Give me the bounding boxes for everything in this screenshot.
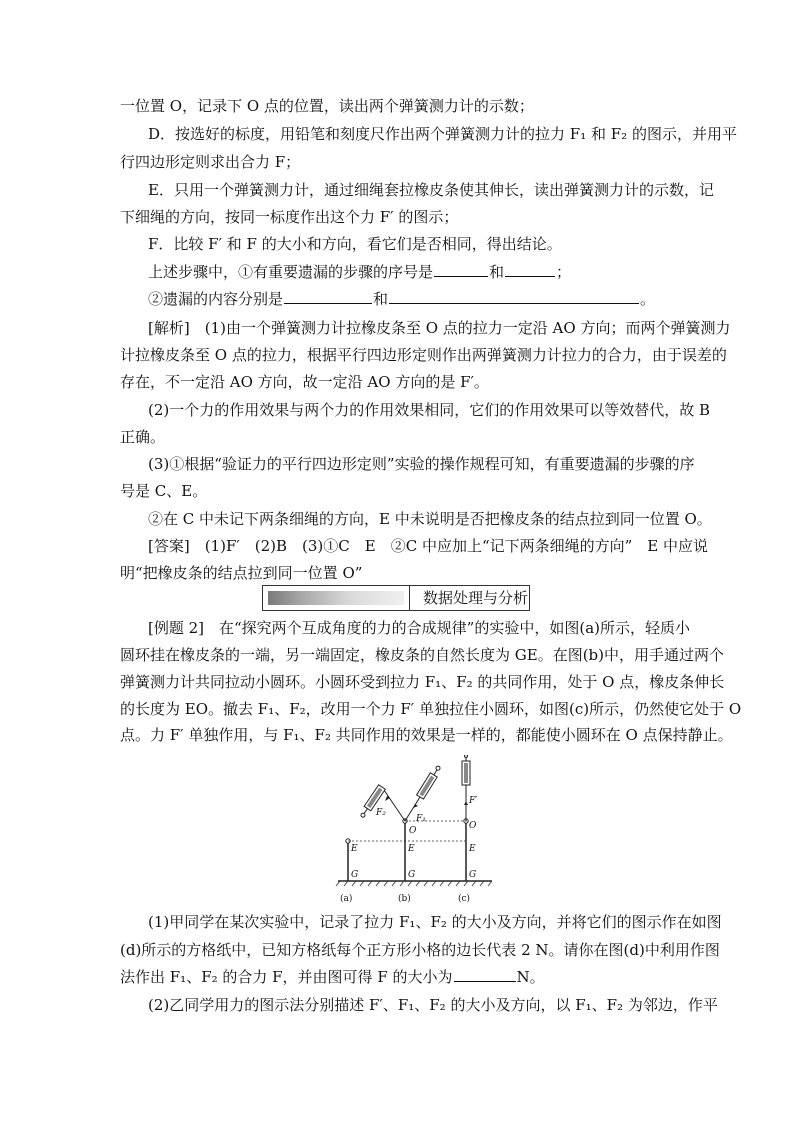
question-text: 和: [373, 290, 389, 308]
example-line: 弹簧测力计共同拉动小圆环。小圆环受到拉力 F₁、F₂ 的共同作用，处于 O 点，橡皮条伸长: [120, 673, 725, 691]
answer-line: [答案] (1)F′ (2)B (3)①C E ②C 中应加上“记下两条细绳的方向” E 中应说: [148, 537, 709, 555]
question-line: [148, 262, 571, 282]
question-text: N。: [516, 968, 545, 986]
label-f2: F₂: [376, 808, 386, 818]
label-e-c: E: [469, 844, 476, 854]
spring-scale-f1: [417, 764, 443, 799]
analysis-line: ②在 C 中未记下两条细绳的方向，E 中未说明是否把橡皮条的结点拉到同一位置 O。: [148, 510, 712, 528]
text-line: D．按选好的标度，用铅笔和刻度尺作出两个弹簧测力计的拉力 F₁ 和 F₂ 的图示，并用平: [148, 125, 737, 143]
answer-blank[interactable]: [454, 967, 516, 982]
question-text: ②遗漏的内容分别是: [148, 290, 284, 308]
arrowhead-fp: [464, 801, 468, 805]
arrowhead-f1: [413, 804, 418, 808]
caption-a: (a): [340, 894, 353, 904]
answer-blank[interactable]: [505, 262, 555, 277]
answer-line: 明“把橡皮条的结点拉到同一位置 O”: [120, 564, 363, 582]
question-text: 上述步骤中，①有重要遗漏的步骤的序号是: [148, 263, 434, 281]
label-f1: F₁: [416, 814, 426, 824]
analysis-line: [解析] (1)由一个弹簧测力计拉橡皮条至 O 点的拉力一定沿 AO 方向；而两个弹簧测力: [148, 319, 731, 337]
analysis-line: 计拉橡皮条至 O 点的拉力，根据平行四边形定则作出两弹簧测力计拉力的合力，由于误差的: [120, 346, 727, 364]
answer-blank[interactable]: [434, 262, 488, 277]
text-line: 行四边形定则求出合力 F；: [120, 153, 301, 171]
label-g-b: G: [408, 870, 416, 880]
spring-scale-fp: [462, 755, 470, 785]
label-o-c: O: [469, 821, 477, 831]
question-line: (1)甲同学在某次实验中，记录了拉力 F₁、F₂ 的大小及方向，并将它们的图示作在如图: [148, 913, 722, 931]
section-tag-divider: [409, 586, 410, 610]
analysis-line: (2)一个力的作用效果与两个力的作用效果相同，它们的作用效果可以等效替代，故 B: [148, 401, 711, 419]
text-line: E．只用一个弹簧测力计，通过细绳套拉橡皮条使其伸长，读出弹簧测力计的示数，记: [148, 181, 714, 199]
analysis-line: 正确。: [120, 428, 166, 446]
answer-blank[interactable]: [389, 289, 639, 304]
label-o-b: O: [409, 826, 417, 836]
experiment-figure: [330, 755, 500, 905]
label-g-c: G: [469, 870, 477, 880]
label-fprime: F′: [469, 796, 478, 806]
question-line: [120, 967, 545, 987]
question-line: [148, 289, 655, 309]
analysis-line: 存在，不一定沿 AO 方向，故一定沿 AO 方向的是 F′。: [120, 373, 489, 391]
example-line: [例题 2] 在“探究两个互成角度的力的合成规律”的实验中，如图(a)所示，轻质小: [148, 619, 691, 637]
label-g-a: G: [351, 870, 359, 880]
text-line: 下细绳的方向，按同一标度作出这个力 F′ 的图示；: [120, 208, 459, 226]
example-line: 点。力 F′ 单独作用，与 F₁、F₂ 共同作用的效果是一样的，都能使小圆环在 O 点保持静止。: [120, 726, 733, 744]
question-text: ；: [556, 263, 572, 281]
question-line: (d)所示的方格纸中，已知方格纸每个正方形小格的边长代表 2 N。请你在图(d)中利用作图: [120, 941, 720, 959]
text-line: F．比较 F′ 和 F 的大小和方向，看它们是否相同，得出结论。: [148, 235, 562, 253]
caption-c: (c): [458, 894, 471, 904]
example-line: 圆环挂在橡皮条的一端，另一端固定，橡皮条的自然长度为 GE。在图(b)中，用手通过两个: [120, 646, 725, 664]
analysis-line: (3)①根据“验证力的平行四边形定则”实验的操作规程可知，有重要遗漏的步骤的序: [148, 455, 695, 473]
analysis-line: 号是 C、E。: [120, 482, 208, 500]
answer-blank[interactable]: [284, 289, 372, 304]
question-line: (2)乙同学用力的图示法分别描述 F′、F₁、F₂ 的大小及方向，以 F₁、F₂ 为邻边，作平: [148, 996, 718, 1014]
question-text: 和: [489, 263, 505, 281]
section-tag-title: 数据处理与分析: [423, 589, 529, 607]
example-line: 的长度为 EO。撤去 F₁、F₂，改用一个力 F′ 单独拉住小圆环，如图(c)所示，仍然使它处于 O: [120, 700, 742, 718]
question-text: 。: [640, 290, 656, 308]
question-text: 法作出 F₁、F₂ 的合力 F，并由图可得 F 的大小为: [120, 968, 453, 986]
label-e-a: E: [351, 844, 358, 854]
section-tag-bar: [268, 591, 404, 605]
caption-b: (b): [398, 894, 411, 904]
text-line: 一位置 O，记录下 O 点的位置，读出两个弹簧测力计的示数；: [120, 97, 534, 115]
section-tag: [262, 585, 530, 611]
label-e-b: E: [408, 844, 415, 854]
